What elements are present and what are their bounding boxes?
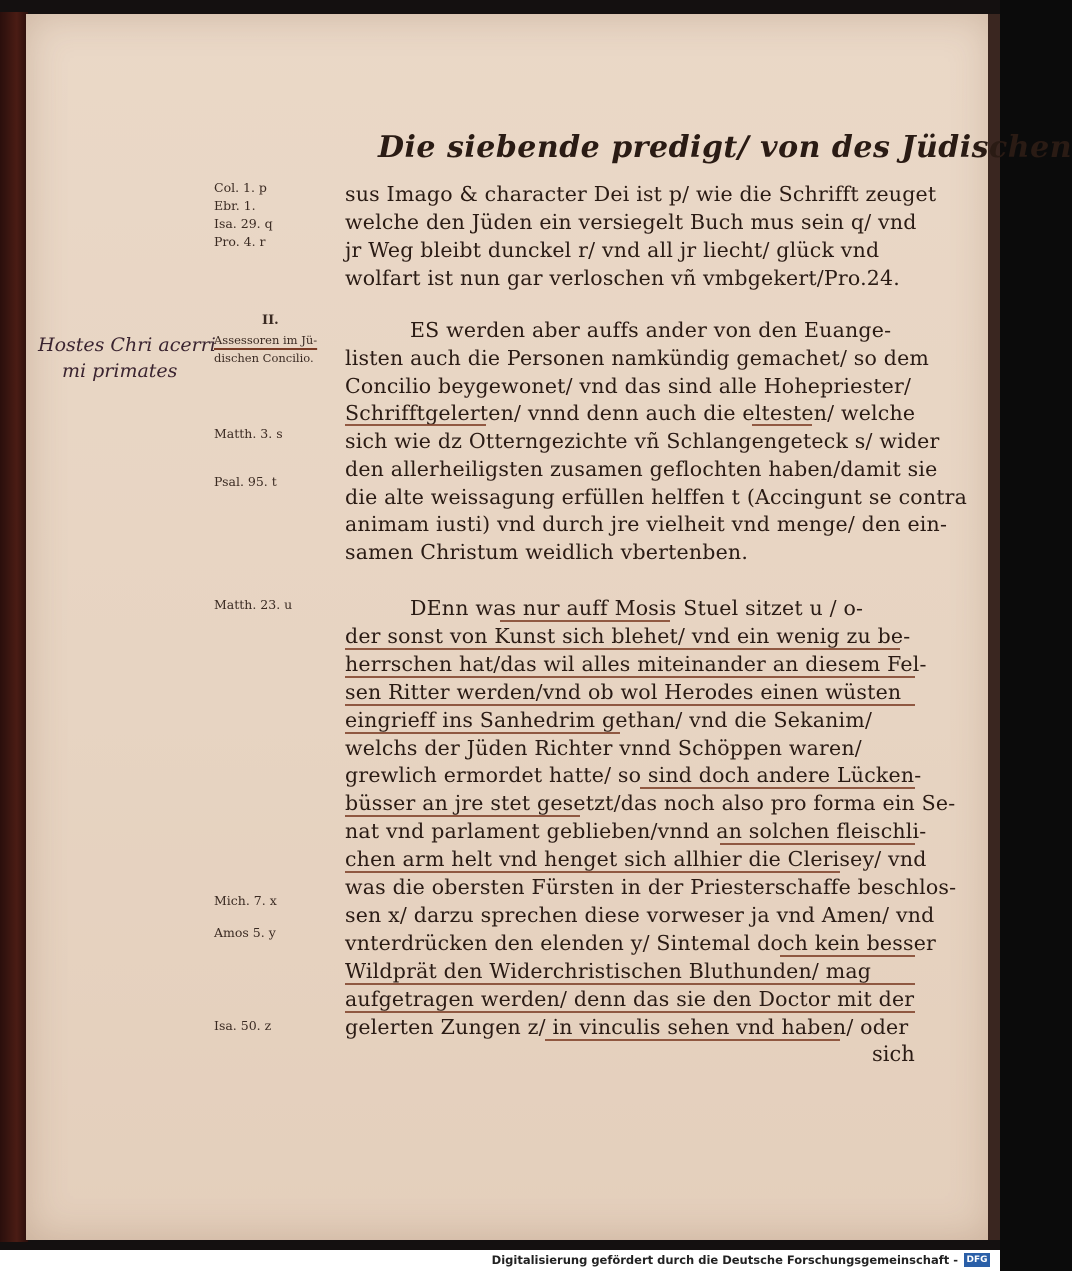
body-line: sen x/ darzu sprechen diese vorweser ja vnd Amen/ vnd — [345, 903, 935, 927]
margin-note: Pro. 4. r — [214, 234, 266, 249]
margin-note: Amos 5. y — [214, 925, 276, 940]
body-line: ES werden aber auffs ander von den Euange- — [410, 318, 892, 342]
book-spine — [0, 12, 28, 1242]
body-line: jr Weg bleibt dunckel r/ vnd all jr liecht/ glück vnd — [345, 238, 880, 262]
body-line: welchs der Jüden Richter vnnd Schöppen waren/ — [345, 736, 862, 760]
body-line: grewlich ermordet hatte/ so sind doch andere Lücken- — [345, 763, 922, 787]
body-line: büsser an jre stet gesetzt/das noch also pro forma ein Se- — [345, 791, 956, 815]
body-line: DEnn was nur auff Mosis Stuel sitzet u / o- — [410, 596, 864, 620]
body-line: herrschen hat/das wil alles miteinander an diesem Fel- — [345, 652, 927, 676]
body-line: listen auch die Personen namkündig gemachet/ so dem — [345, 346, 930, 370]
body-line: den allerheiligsten zusamen geflochten haben/damit sie — [345, 457, 938, 481]
margin-note: Matth. 3. s — [214, 426, 283, 441]
section-number: II. — [262, 313, 279, 328]
handwritten-annotation: mi primates — [62, 360, 178, 382]
body-line: sich wie dz Otterngezichte vñ Schlangengeteck s/ wider — [345, 429, 940, 453]
body-line: was die obersten Fürsten in der Priesterschaffe beschlos- — [345, 875, 957, 899]
margin-note: dischen Concilio. — [214, 351, 314, 365]
margin-note: Psal. 95. t — [214, 474, 277, 489]
margin-note: Ebr. 1. — [214, 198, 256, 213]
body-line: vnterdrücken den elenden y/ Sintemal doch kein besser — [345, 931, 937, 955]
margin-note: Mich. 7. x — [214, 893, 277, 908]
footer-bar — [0, 1250, 1000, 1271]
handwritten-annotation: Hostes Chri acerri — [38, 334, 216, 356]
body-line: gelerten Zungen z/ in vinculis sehen vnd haben/ oder — [345, 1015, 909, 1039]
body-line: animam iusti) vnd durch jre vielheit vnd menge/ den ein- — [345, 512, 948, 536]
body-line: nat vnd parlament geblieben/vnnd an solchen fleischli- — [345, 819, 927, 843]
body-line: sus Imago & character Dei ist p/ wie die Schrifft zeuget — [345, 182, 937, 206]
margin-note: Isa. 50. z — [214, 1018, 272, 1033]
body-line: eingrieff ins Sanhedrim gethan/ vnd die Sekanim/ — [345, 708, 873, 732]
body-line: welche den Jüden ein versiegelt Buch mus sein q/ vnd — [345, 210, 917, 234]
margin-note: Matth. 23. u — [214, 597, 293, 612]
body-line: Schrifftgelerten/ vnnd denn auch die eltesten/ welche — [345, 401, 916, 425]
body-line: aufgetragen werden/ denn das sie den Doctor mit der — [345, 987, 915, 1011]
catchword: sich — [872, 1042, 915, 1066]
body-line: chen arm helt vnd henget sich allhier die Clerisey/ vnd — [345, 847, 927, 871]
body-line: Concilio beygewonet/ vnd das sind alle Hohepriester/ — [345, 374, 912, 398]
margin-note: Col. 1. p — [214, 180, 267, 195]
margin-note: Isa. 29. q — [214, 216, 273, 231]
body-line: samen Christum weidlich vbertenben. — [345, 540, 749, 564]
footer-credit: Digitalisierung gefördert durch die Deutsche Forschungsgemeinschaft - — [491, 1253, 958, 1267]
margin-note: Assessoren im Jü- — [214, 333, 318, 347]
body-line: sen Ritter werden/vnd ob wol Herodes einen wüsten — [345, 680, 902, 704]
body-line: Wildprät den Widerchristischen Bluthunden/ mag — [345, 959, 872, 983]
body-line: der sonst von Kunst sich blehet/ vnd ein wenig zu be- — [345, 624, 911, 648]
page-heading: Die siebende predigt/ von des Jüdischen — [378, 130, 1072, 165]
dfg-logo-icon: DFG — [964, 1253, 990, 1267]
body-line: die alte weissagung erfüllen helffen t (Accingunt se contra — [345, 485, 968, 509]
page-edge — [988, 14, 1000, 1240]
body-line: wolfart ist nun gar verloschen vñ vmbgekert/Pro.24. — [345, 266, 900, 290]
